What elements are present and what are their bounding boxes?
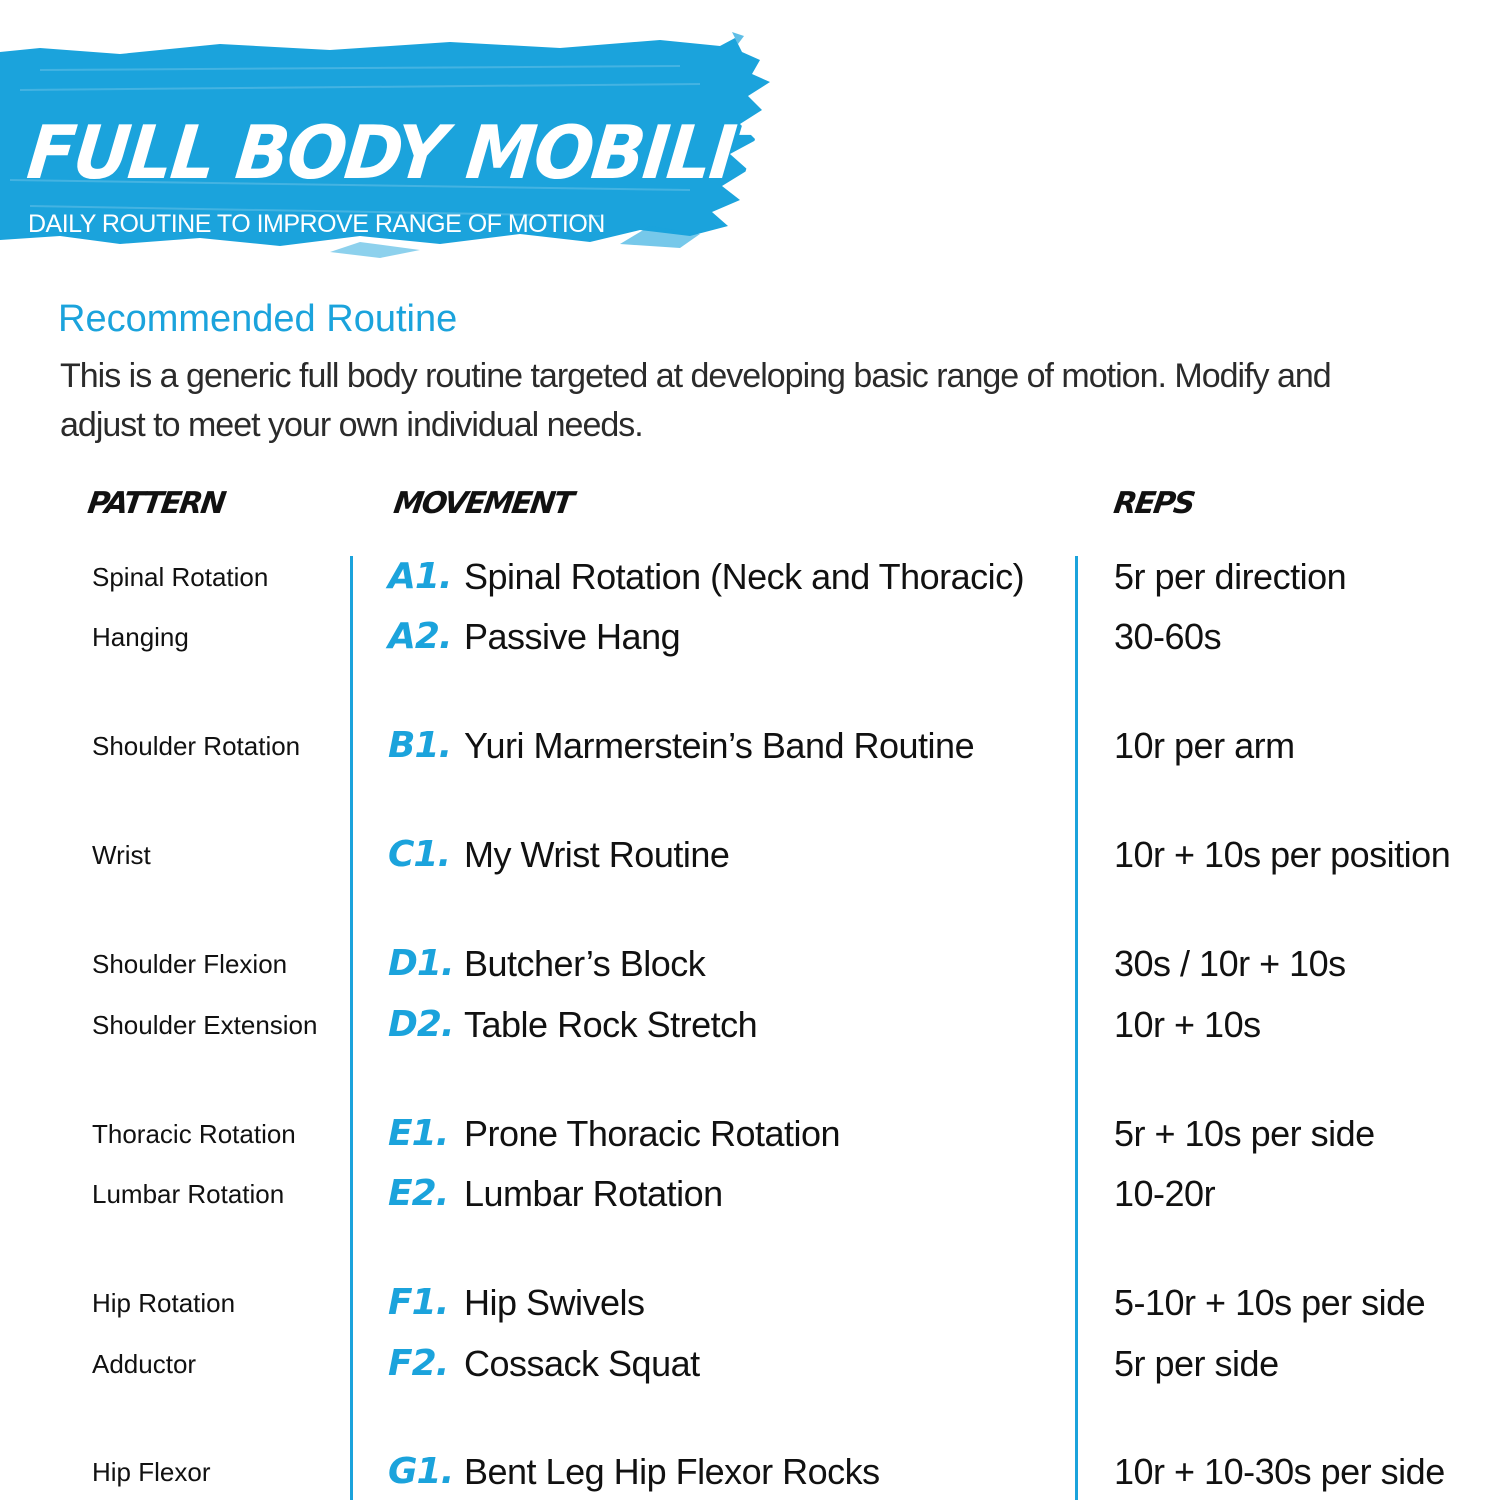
row-code: G1. bbox=[388, 1451, 454, 1492]
table-row bbox=[0, 995, 1500, 1055]
row-pattern: Hanging bbox=[92, 622, 189, 652]
row-reps: 10r + 10s bbox=[1114, 1004, 1261, 1045]
row-reps: 10-20r bbox=[1114, 1173, 1216, 1214]
table-row bbox=[0, 934, 1500, 994]
row-pattern: Shoulder Extension bbox=[92, 1010, 318, 1040]
row-movement: Spinal Rotation (Neck and Thoracic) bbox=[464, 556, 1025, 597]
row-reps: 10r + 10s per position bbox=[1114, 834, 1451, 875]
row-movement: Bent Leg Hip Flexor Rocks bbox=[464, 1451, 880, 1492]
row-reps: 10r per arm bbox=[1114, 725, 1295, 766]
table-row bbox=[0, 1104, 1500, 1164]
row-code: F1. bbox=[388, 1282, 449, 1323]
row-reps: 10r + 10-30s per side bbox=[1114, 1451, 1445, 1492]
row-pattern: Adductor bbox=[92, 1349, 197, 1379]
table-row bbox=[0, 1273, 1500, 1333]
table-row bbox=[0, 1334, 1500, 1394]
row-pattern: Wrist bbox=[92, 840, 151, 870]
row-reps: 5-10r + 10s per side bbox=[1114, 1282, 1426, 1323]
row-movement: Table Rock Stretch bbox=[464, 1004, 758, 1045]
row-reps: 5r per direction bbox=[1114, 556, 1347, 597]
column-header-movement: MOVEMENT bbox=[391, 486, 575, 521]
table-row bbox=[0, 547, 1500, 607]
row-code: D1. bbox=[388, 943, 454, 984]
row-code: F2. bbox=[388, 1343, 449, 1384]
row-code: E1. bbox=[388, 1113, 449, 1154]
row-movement: Butcher’s Block bbox=[464, 943, 706, 984]
row-movement: Hip Swivels bbox=[464, 1282, 645, 1323]
row-code: B1. bbox=[388, 725, 452, 766]
row-movement: Yuri Marmerstein’s Band Routine bbox=[464, 725, 975, 766]
row-reps: 5r per side bbox=[1114, 1343, 1279, 1384]
row-code: A2. bbox=[388, 616, 452, 657]
row-reps: 30-60s bbox=[1114, 616, 1222, 657]
row-pattern: Shoulder Rotation bbox=[92, 731, 301, 761]
row-code: A1. bbox=[388, 556, 452, 597]
table-row bbox=[0, 1442, 1500, 1502]
row-code: E2. bbox=[388, 1173, 449, 1214]
row-movement: My Wrist Routine bbox=[464, 834, 730, 875]
table-row bbox=[0, 1164, 1500, 1224]
column-header-pattern: PATTERN bbox=[85, 486, 227, 521]
row-pattern: Thoracic Rotation bbox=[92, 1119, 296, 1149]
row-movement: Passive Hang bbox=[464, 616, 681, 657]
page-subtitle: DAILY ROUTINE TO IMPROVE RANGE OF MOTION bbox=[28, 210, 605, 238]
intro-paragraph: This is a generic full body routine targeted at developing basic range of motion. Modify and adjust to meet your own individual needs. bbox=[60, 357, 1331, 444]
row-movement: Prone Thoracic Rotation bbox=[464, 1113, 841, 1154]
row-reps: 5r + 10s per side bbox=[1114, 1113, 1375, 1154]
row-movement: Lumbar Rotation bbox=[464, 1173, 723, 1214]
row-pattern: Hip Flexor bbox=[92, 1457, 211, 1487]
row-pattern: Shoulder Flexion bbox=[92, 949, 288, 979]
table-row bbox=[0, 825, 1500, 885]
row-pattern: Spinal Rotation bbox=[92, 562, 269, 592]
row-code: D2. bbox=[388, 1004, 454, 1045]
row-reps: 30s / 10r + 10s bbox=[1114, 943, 1346, 984]
row-code: C1. bbox=[388, 834, 451, 875]
header-banner bbox=[0, 30, 834, 270]
row-pattern: Lumbar Rotation bbox=[92, 1179, 285, 1209]
table-row bbox=[0, 607, 1500, 667]
row-pattern: Hip Rotation bbox=[92, 1288, 236, 1318]
row-movement: Cossack Squat bbox=[464, 1343, 700, 1384]
page-title: FULL BODY MOBILITY bbox=[23, 109, 834, 197]
column-header-reps: REPS bbox=[1111, 486, 1196, 521]
section-heading: Recommended Routine bbox=[58, 298, 458, 340]
table-row bbox=[0, 716, 1500, 776]
